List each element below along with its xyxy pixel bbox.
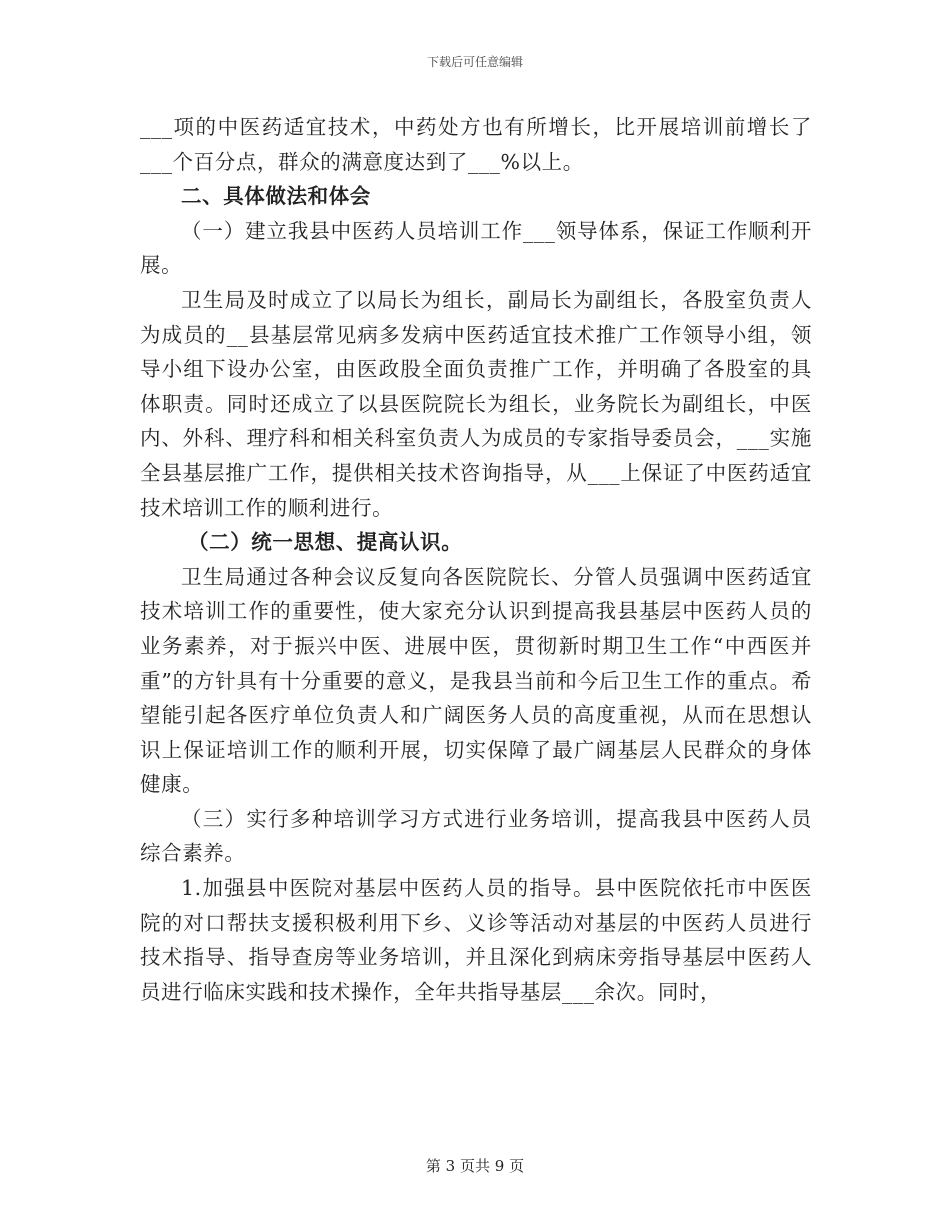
page-header: 下载后可任意编辑 (426, 55, 523, 69)
subsection-heading: （一）建立我县中医药人员培训工作___领导体系，保证工作顺利开展。 (140, 218, 812, 278)
subsection-heading: （三）实行多种培训学习方式进行业务培训，提高我县中医药人员综合素养。 (140, 806, 812, 866)
paragraph-continuation: ___项的中医药适宜技术，中药处方也有所增长，比开展培训前增长了___个百分点，群众的满意度达到了___%以上。 (140, 115, 812, 174)
paragraph: 卫生局及时成立了以局长为组长，副局长为副组长，各股室负责人为成员的__县基层常见病多发病中医药适宜技术推广工作领导小组，领导小组下设办公室，由医政股全面负责推广工作，并明确了各股室的具体职责。同时还成立了以县医院院长为组长，业务院长为副组长，中医内、外科、理疗科和相关科室负责人为成员的专家指导委员会，___实施全县基层推广工作，提供相关技术咨询指导，从___上保证了中医药适宜技术培训工作的顺利进行。 (140, 287, 812, 520)
page-footer: 第 3 页共 9 页 (425, 1157, 525, 1175)
document-body (140, 110, 812, 1009)
subsection-heading-bold: （二）统一思想、提高认识。 (188, 530, 463, 555)
section-heading: 二、具体做法和体会 (181, 184, 371, 209)
paragraph: 1.加强县中医院对基层中医药人员的指导。县中医院依托市中医医院的对口帮扶支援积极利用下乡、义诊等活动对基层的中医药人员进行技术指导、指导查房等业务培训，并且深化到病床旁指导基层中医药人员进行临床实践和技术操作，全年共指导基层___余次。同时， (140, 876, 812, 1004)
paragraph: 卫生局通过各种会议反复向各医院院长、分管人员强调中医药适宜技术培训工作的重要性，使大家充分认识到提高我县基层中医药人员的业务素养，对于振兴中医、进展中医，贯彻新时期卫生工作“中西医并重”的方针具有十分重要的意义，是我县当前和今后卫生工作的重点。希望能引起各医疗单位负责人和广阔医务人员的高度重视，从而在思想认识上保证培训工作的顺利开展，切实保障了最广阔基层人民群众的身体健康。 (140, 564, 812, 797)
